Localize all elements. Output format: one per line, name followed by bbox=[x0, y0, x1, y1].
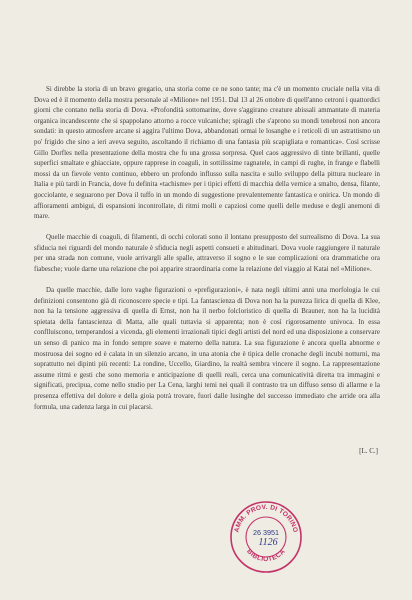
author-initials: [L. C.] bbox=[359, 447, 378, 455]
stamp-handwritten-number: 1126 bbox=[258, 537, 278, 548]
article-body bbox=[34, 85, 380, 413]
paragraph-2: Quelle macchie di coaguli, di filamenti, di occhi colorati sono il lontano presupposto del surrealismo di Dova. La sua sfiducia nei riguardi del mondo naturale è sfiducia negli aspetti consueti e abitudinari. Dova vuole raggiungere il naturale per una strada non comune, vuole arrivargli alle spalle, attraverso il sogno e le sue complicazioni ora drammatiche ora fiabesche; vuole darne una relazione che poi apparire straordinaria come la relazione del viaggio al Katai nel «Milione». bbox=[34, 234, 380, 273]
stamp-number: 26 3951 bbox=[253, 528, 279, 537]
library-stamp bbox=[229, 500, 303, 574]
paragraph-1: Si direbbe la storia di un bravo gregario, una storia come ce ne sono tante; ma c'è un momento cruciale nella vita di Dova ed è il momento della mostra personale al «Milione» nel 1951. Dal 13 al 26 ottobre di quell'anno cetroni i quattordici giorni che contano nella storia di Dova. «Profondità sottomarine, dove s'aggirano creature abissali ammantate di materia organica incandescente che si spappolano attorno a rocce vulcaniche; spiragli che s'aprono su mondi tenebrosi non ancora sondati: in questo atmosfere arcane si aggira l'ultimo Dova, abbandonati ormai le losanghe e i reticoli di un astrattismo un po' frigido che sino a ieri aveva seguito, ascoltando il richiamo di una fantasia più scapigliata e romantica». Così scrisse Gillo Dorfles nella presentazione della mostra che fu una grossa sorpresa. Quel caos aggressivo di tinte brillanti, quelle superfici smaltate e ghiacciate, oppure rapprese in coaguli, in sottilissime ragnatele, in campi di rughe, in frange e flabelli mossi da un fievole vento continuo, ebbero un profondo influsso sulla nascita e sullo sviluppo della pittura nucleare in Italia e più tardi in Francia, dove fu definita «tachisme» per i tipici effetti di macchia della vernice a smalto, densa, filante, gocciolante, e seguarono per Dova il tuffo in un mondo di suggestione prevalentemente fantastica e onirica. Un mondo di affioramenti ambigui, di espansioni incontrollate, di ritmi molli e capziosi come quelli delle meduse e degli anemoni di mare. bbox=[34, 86, 380, 221]
stamp-center-text: BIBLIOTECA bbox=[245, 548, 287, 564]
paragraph-3: Da quelle macchie, dalle loro vaghe figurazioni o «prefigurazioni», è nata negli ultimi anni una morfologia le cui definizioni consentono già di riconoscere specie e tipi. La fantascienza di Dova non ha la purezza lirica di quella di Klee, non ha la tensione aggressiva di quella di Ernst, non ha il nerbo folcloristico di quella di Brauner, non ha la lucidità spietata della fantascienza di Matta, alle quali tuttavia si apparenta; non è così rigorosamente univoca. In essa conflluiscono, temperandosi a vicenda, gli elementi irrazionali tipici degli artisti del nord ed una disposizione a conservare un senso di panico ma in fondo sempre soave e materno della natura. La sua figurazione è ancora quella abnorme e mostruosa dei sogno ed è calata in un silenzio arcano, in una atonia che è tipica delle cronache degli incubi notturni, ma soprattutto nei dipinti più recenti: La rondine, Uccello, Giardino, la realtà sembra vincere il sogno. La rappresentazione assume ritmi e gesti che sono memoria e anticipazione di quelli reali, cerca una comunicatività diretta tra immagini e significati, precipua, come nello studio per La Cena, larghi temi nei quali il contrasto tra un diffuso senso di allarme e la presenza effettiva del dolore e della gioia potrà trovare, fuori dalle lusinghe del successo immediato che arride ora alla formula, una cadenza larga in cui placarsi. bbox=[34, 287, 380, 411]
stamp-ring-text: AMM. PROV. DI TORINO bbox=[233, 503, 299, 534]
